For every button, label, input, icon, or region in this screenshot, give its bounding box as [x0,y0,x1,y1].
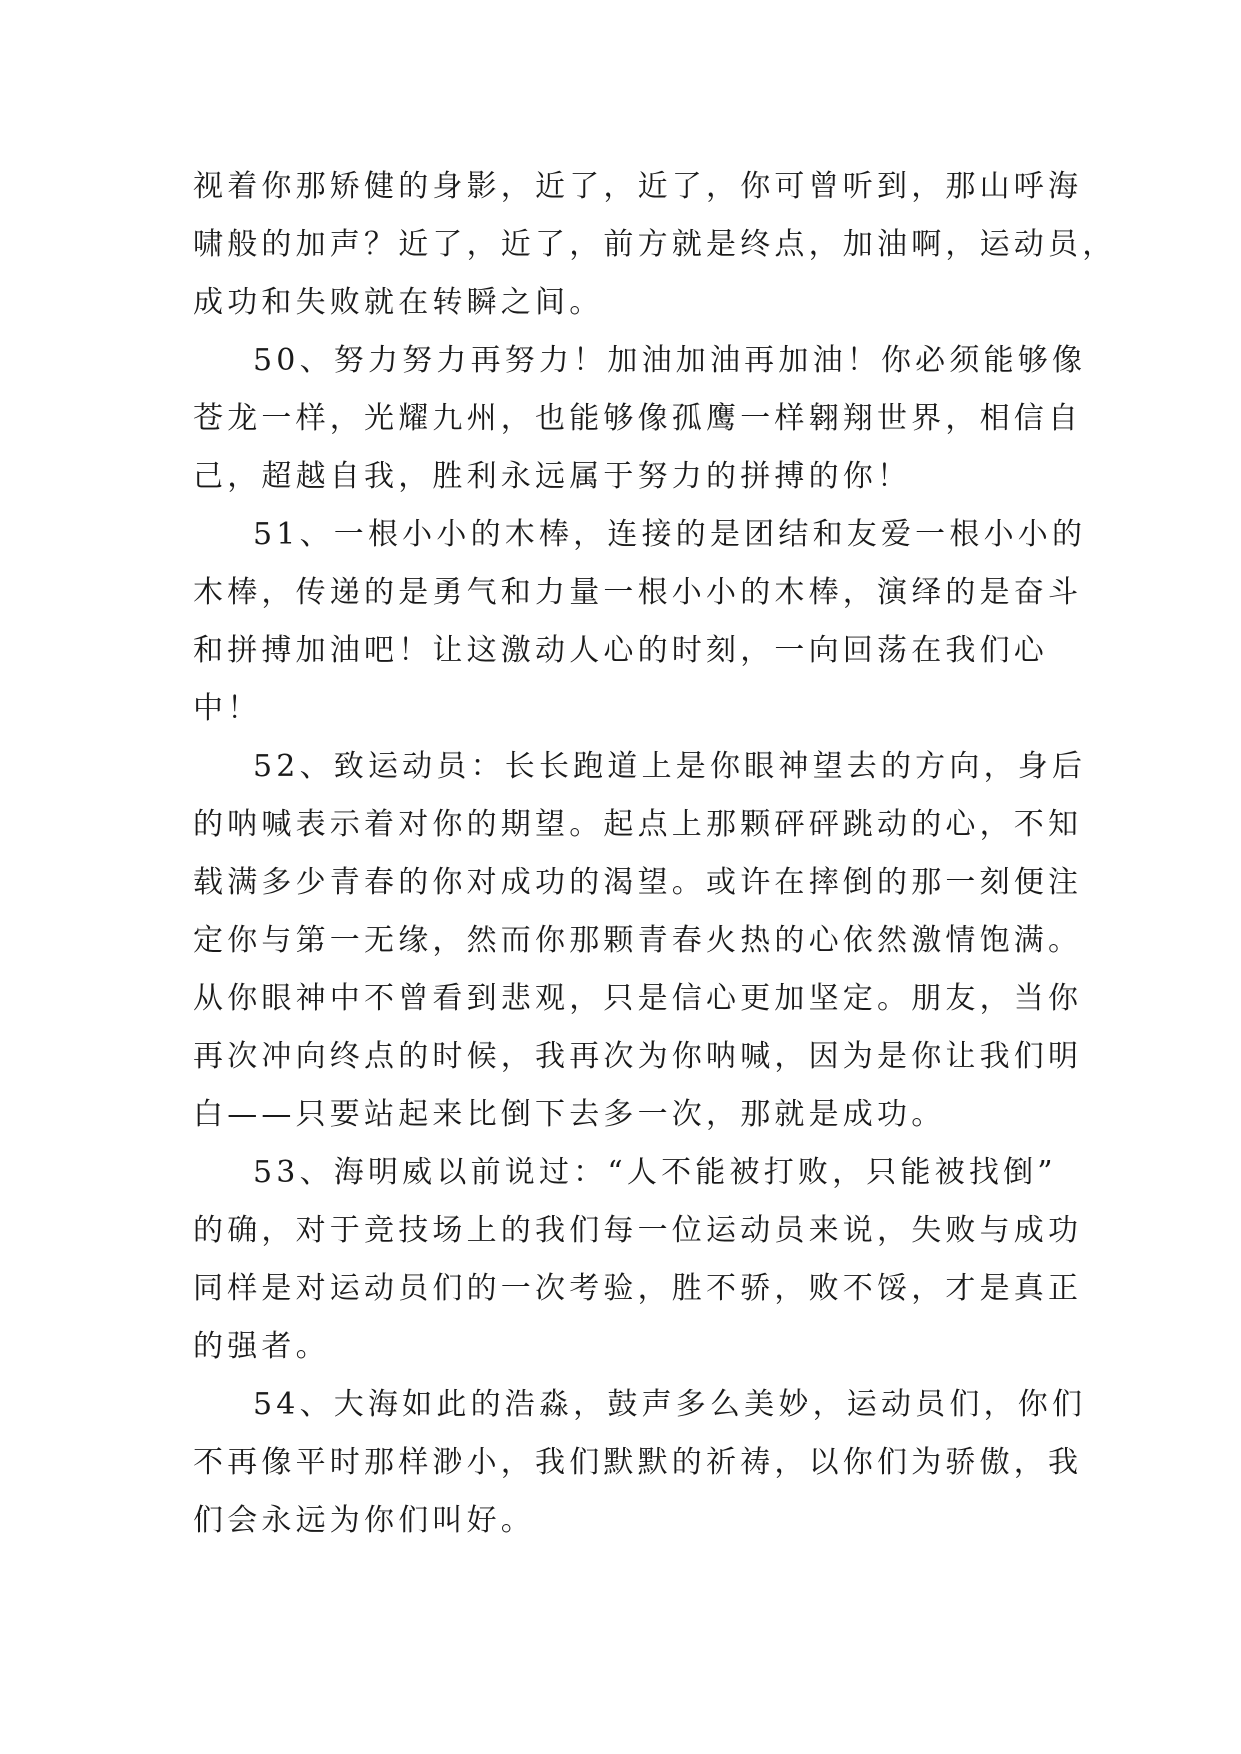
paragraph-50 [193,332,1087,506]
text-line: 定你与第一无缘，然而你那颗青春火热的心依然激情饱满。 [193,923,1083,958]
document-body [193,158,1117,1550]
text-line: 从你眼神中不曾看到悲观，只是信心更加坚定。朋友，当你 [193,981,1083,1016]
text-line: 中！ [193,691,262,726]
text-line: 木棒，传递的是勇气和力量一根小小的木棒，演绎的是奋斗 [193,575,1083,610]
text-line: 成功和失败就在转瞬之间。 [193,285,604,320]
text-line: 的呐喊表示着对你的期望。起点上那颗砰砰跳动的心，不知 [193,807,1083,842]
text-line: 苍龙一样，光耀九州，也能够像孤鹰一样翱翔世界，相信自 [193,401,1083,436]
text-line: 的确，对于竞技场上的我们每一位运动员来说，失败与成功 [193,1213,1083,1248]
text-line: 们会永远为你们叫好。 [193,1503,535,1538]
paragraph-54 [193,1376,1087,1550]
text-line: 50、努力努力再努力！加油加油再加油！你必须能够像 [253,343,1087,378]
paragraph-53 [193,1144,1083,1376]
text-line: 52、致运动员：长长跑道上是你眼神望去的方向，身后 [253,749,1087,784]
text-line: 白——只要站起来比倒下去多一次，那就是成功。 [193,1097,946,1132]
text-line: 载满多少青春的你对成功的渴望。或许在摔倒的那一刻便注 [193,865,1083,900]
text-line: 视着你那矫健的身影，近了，近了，你可曾听到，那山呼海 [193,169,1083,204]
paragraph-51 [193,506,1087,738]
text-line: 54、大海如此的浩淼，鼓声多么美妙，运动员们，你们 [253,1387,1087,1422]
text-line: 不再像平时那样渺小，我们默默的祈祷，以你们为骄傲，我 [193,1445,1083,1480]
text-line: 再次冲向终点的时候，我再次为你呐喊，因为是你让我们明 [193,1039,1083,1074]
paragraph-continuation [193,158,1117,332]
paragraph-52 [193,738,1087,1144]
text-line: 的强者。 [193,1329,330,1364]
text-line: 同样是对运动员们的一次考验，胜不骄，败不馁，才是真正 [193,1271,1083,1306]
text-line: 己，超越自我，胜利永远属于努力的拼搏的你！ [193,459,912,494]
text-line: 啸般的加声？近了，近了，前方就是终点，加油啊，运动员， [193,227,1117,262]
text-line: 53、海明威以前说过：“人不能被打败，只能被找倒” [253,1155,1057,1190]
text-line: 和拼搏加油吧！让这激动人心的时刻，一向回荡在我们心 [193,633,1048,668]
text-line: 51、一根小小的木棒，连接的是团结和友爱一根小小的 [253,517,1087,552]
